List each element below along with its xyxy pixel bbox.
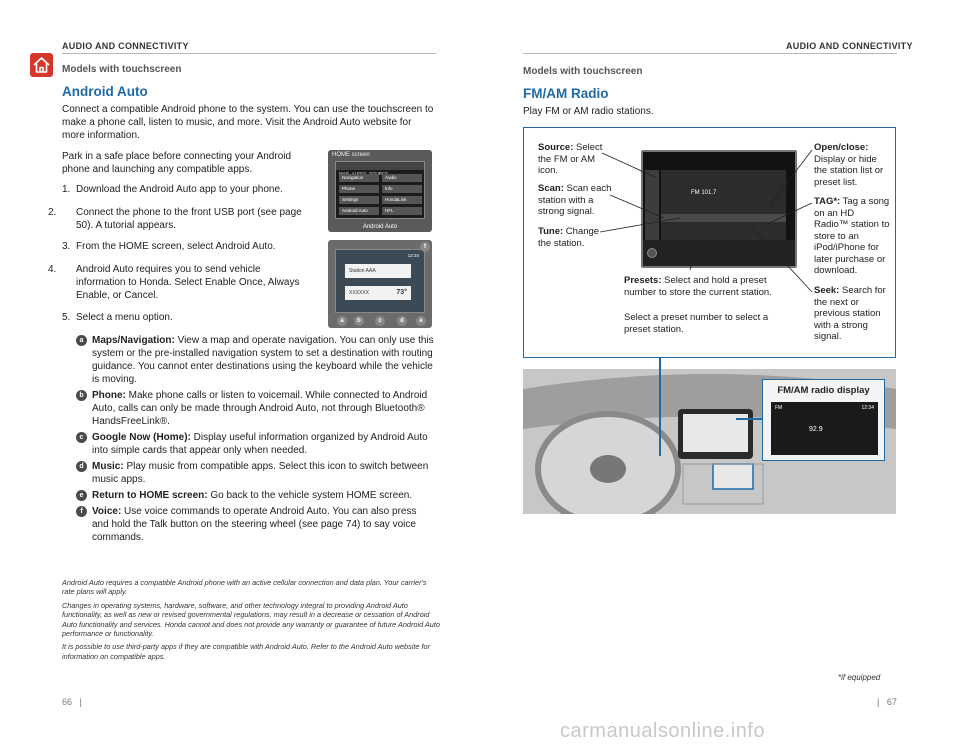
radio-intro: Play FM or AM radio stations. [523, 106, 654, 117]
safety-paragraph: Park in a safe place before connecting your Android phone and launching any compatible apps. [62, 151, 292, 175]
tile-hfl[interactable]: HFL [382, 207, 422, 215]
label-source: Source: Select the FM or AM icon. [538, 142, 603, 176]
fm-am-display-callout [762, 379, 885, 461]
label-presets-select: Select a preset number to select a preset station. [624, 312, 769, 335]
callout-f: f [420, 242, 430, 252]
page-title-fm-am-radio: FM/AM Radio [523, 86, 609, 101]
display-frequency: 92.9 [809, 426, 823, 433]
left-section-label: AUDIO AND CONNECTIVITY [62, 41, 189, 51]
option-music: d Music: Play music from compatible apps. Select this icon to switch between music apps. [76, 460, 434, 486]
page-number-67: | 67 [877, 697, 897, 707]
label-scan: Scan: Scan each station with a strong signal. [538, 183, 612, 217]
pointer-line-1 [659, 358, 661, 456]
aa-time: 12:34 [407, 253, 419, 258]
home-screen-caption: HOME screen [332, 152, 370, 158]
step-1: 1. Download the Android Auto app to your phone. [62, 184, 283, 195]
tile-hondalink[interactable]: HondaLink [382, 196, 422, 204]
aa-card-weather[interactable]: XXXXXX 73° [345, 286, 411, 300]
label-open-close: Open/close: Display or hide the station list or preset list. [814, 142, 884, 188]
tile-audio[interactable]: Audio [382, 174, 422, 182]
tile-navigation[interactable]: Navigation [339, 174, 379, 182]
footnote-if-equipped: *if equipped [838, 673, 881, 682]
radio-frequency: FM 101.7 [691, 190, 717, 196]
label-tag: TAG*: Tag a song on an HD Radio™ station to store to an iPod/iPhone for later purchase or download. [814, 196, 890, 276]
tile-info[interactable]: Info [382, 185, 422, 193]
page-number-66: 66 | [62, 697, 82, 707]
right-subheading: Models with touchscreen [523, 66, 643, 77]
note-2: Changes in operating systems, hardware, software, and other technology integral to providing Android Auto functionality, as well as new or revised governmental regulations, may result in a decrease or cessation of Android Auto functionality and services. Honda cannot and does not provide any warranty or guarantee of future Android Auto performance or functionality. [62, 600, 440, 639]
option-maps: a Maps/Navigation: View a map and operate navigation. You can only use this system or the pre-installed navigation system to set a destination with routing guidance. You cannot enter destinations using the keyboard while the vehicle is moving. [76, 334, 434, 386]
fm-am-display-screen [771, 402, 878, 455]
label-presets: Presets: Select and hold a preset number to store the current station. [624, 275, 772, 298]
intro-paragraph: Connect a compatible Android phone to the system. You can use the touchscreen to make a phone call, listen to music, and more. Visit the Android Auto website for more information. [62, 104, 434, 141]
tile-android-auto[interactable]: Android Auto [339, 207, 379, 215]
option-phone: b Phone: Make phone calls or listen to voicemail. While connected to Android Auto, calls can only be made through Android Auto, not through Bluetooth® HandsFreeLink®. [76, 389, 434, 428]
fm-am-display-title: FM/AM radio display [777, 385, 870, 396]
callout-c: c [375, 316, 385, 326]
step-3: 3. From the HOME screen, select Android Auto. [62, 241, 276, 252]
tile-settings[interactable]: Settings [339, 196, 379, 204]
label-seek: Seek: Search for the next or previous station with a strong signal. [814, 285, 886, 342]
watermark: carmanualsonline.info [560, 720, 766, 742]
callout-e: e [416, 316, 426, 326]
option-voice: f Voice: Use voice commands to operate Android Auto. You can also press and hold the Talk button on the steering wheel (see page 74) to say voice commands. [76, 505, 434, 544]
label-tune: Tune: Change the station. [538, 226, 600, 249]
android-auto-caption: Android Auto [362, 224, 398, 230]
option-google-now: c Google Now (Home): Display useful information organized by Android Auto into simple cards that appear only when needed. [76, 431, 434, 457]
display-band: FM [775, 405, 783, 411]
display-time: 12:34 [861, 405, 874, 411]
callout-a: a [337, 316, 347, 326]
option-return-home: e Return to HOME screen: Go back to the vehicle system HOME screen. [76, 489, 434, 502]
page-title-android-auto: Android Auto [62, 84, 148, 99]
callout-b: b [354, 316, 364, 326]
note-1: Android Auto requires a compatible Android phone with an active cellular connection and data plan. Your carrier's rate plans will apply. [62, 578, 427, 597]
tile-phone[interactable]: Phone [339, 185, 379, 193]
note-3: It is possible to use third-party apps if they are compatible with Android Auto. Refer to the Android Auto website for information on compatible apps. [62, 642, 431, 661]
step-2: 2. Connect the phone to the front USB port (see page 50). A tutorial appears. [48, 207, 302, 231]
right-section-label: AUDIO AND CONNECTIVITY [786, 41, 913, 51]
pointer-line-2 [736, 418, 762, 420]
callout-d: d [397, 316, 407, 326]
step-5: 5. Select a menu option. [62, 312, 173, 323]
aa-card-station[interactable]: Station AAA [345, 264, 411, 278]
step-4: 4. Android Auto requires you to send vehicle information to Honda. Select Enable Once, Always Enable, or Cancel. [48, 264, 300, 301]
left-subheading: Models with touchscreen [62, 64, 182, 75]
